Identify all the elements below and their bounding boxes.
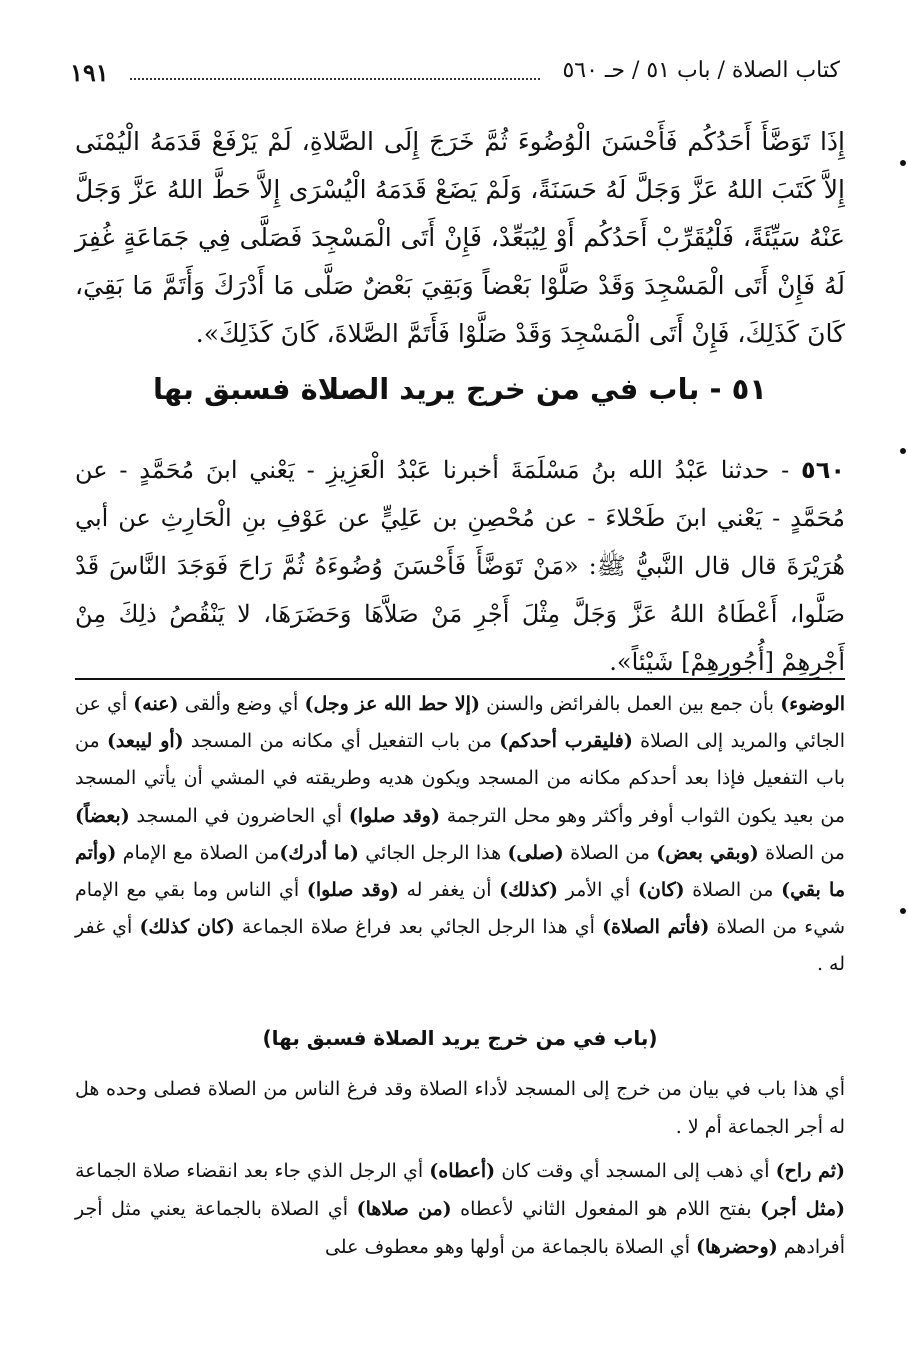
commentary-paragraph-2: أي هذا باب في بيان من خرج إلى المسجد لأداء الصلاة وقد فرغ الناس من الصلاة فصلى وحده هل له أجر الجماعة أم لا . (75, 1078, 845, 1138)
commentary-text: أي الحاضرون في المسجد (129, 804, 349, 827)
footnote-divider (75, 678, 845, 680)
commentary-lemma: (من صلاها) (356, 1198, 452, 1220)
commentary-lemma: (ما أدرك) (279, 841, 359, 864)
chapter-heading: ٥١ - باب في من خرج يريد الصلاة فسبق بها (153, 372, 767, 406)
margin-mark (900, 448, 906, 454)
commentary-text: أي الصلاة بالجماعة من أولها وهو معطوف على (324, 1236, 697, 1258)
commentary-lemma: (وحضرها) (696, 1236, 778, 1258)
page-number: ١٩١ (70, 58, 109, 87)
commentary-text: أي غفر له . (75, 916, 845, 976)
commentary-text: من الصلاة (684, 879, 782, 902)
commentary-lemma: (وقد صلوا) (306, 879, 399, 902)
commentary-lemma: (كان كذلك) (139, 916, 235, 939)
commentary-text: بأن جمع بين العمل بالفرائض والسنن (479, 693, 781, 715)
margin-mark (900, 908, 906, 914)
commentary-chapter-heading: (باب في من خرج يريد الصلاة فسبق بها) (262, 1026, 658, 1050)
hadith-560 (75, 446, 845, 686)
commentary-lemma: (وقد صلوا) (348, 804, 440, 827)
commentary-lemma: (فليقرب أحدكم) (499, 730, 633, 753)
commentary-text: أي الأمر (557, 879, 638, 902)
commentary-text: من باب التفعيل فإذا بعد أحدكم مكانه من المسجد ويكون هديه وطريقته في المشي أن يأتي المسجد من بعيد يكون الثواب أوفر وأكثر وهو محل الترجمة (75, 730, 845, 827)
commentary-lemma: (عنه) (133, 693, 179, 715)
commentary-text: أي وضع وألقى (178, 693, 305, 715)
commentary-lemma: (كان) (637, 879, 685, 902)
commentary-lemma: (مثل أجر) (760, 1198, 845, 1220)
commentary-lemma: (كذلك) (499, 879, 558, 902)
commentary-lemma: (صلى) (507, 841, 564, 864)
commentary-text: أي هذا الرجل الجائي بعد فراغ صلاة الجماعة (234, 916, 603, 939)
commentary-text: من الصلاة مع الإمام (116, 841, 280, 864)
commentary-lemma: (بعضاً) (75, 804, 130, 827)
hadith-continuation: إِذَا تَوَضَّأَ أَحَدُكُم فَأَحْسَنَ الْوُضُوءَ ثُمَّ خَرَجَ إِلَى الصَّلاةِ، لَمْ يَرْفَعْ قَدَمَهُ الْيُمْنَى إِلاَّ كَتَبَ اللهُ عَزَّ وَجَلَّ لَهُ حَسَنَةً، وَلَمْ يَضَعْ قَدَمَهُ الْيُسْرَى إِلاَّ حَطَّ اللهُ عَزَّ وَجَلَّ عَنْهُ سَيِّئَةً، فَلْيُقَرِّبْ أَحَدُكُم أَوْ لِيُبَعِّدْ، فَإِنْ أَتَى الْمَسْجِدَ فَصَلَّى فِي جَمَاعَةٍ غُفِرَ لَهُ فَإِنْ أَتَى الْمَسْجِدَ وَقَدْ صَلَّوْا بَعْضاً وَبَقِيَ بَعْضٌ صَلَّى مَا أَدْرَكَ وَأَتَمَّ مَا بَقِيَ، كَانَ كَذَلِكَ، فَإِنْ أَتَى الْمَسْجِدَ وَقَدْ صَلَّوْا فَأَتَمَّ الصَّلاةَ، كَانَ كَذَلِكَ». (75, 127, 845, 348)
margin-mark (900, 160, 906, 166)
commentary-text: أي عن الجائي والمريد إلى الصلاة (75, 693, 845, 753)
commentary-text: أي ذهب إلى المسجد أي وقت كان (495, 1160, 776, 1182)
commentary-lemma: (فأتم الصلاة) (602, 916, 710, 939)
commentary-text: أي الناس وما بقي مع الإمام شيء من الصلاة (75, 879, 845, 939)
hadith-number: ٥٦٠ (801, 456, 845, 484)
commentary-text: أي الرجل الذي جاء بعد انقضاء صلاة الجماعة (75, 1160, 430, 1182)
commentary-text: أن يغفر له (398, 879, 500, 902)
commentary-lemma: (ثم راح) (775, 1160, 845, 1182)
commentary-text: بفتح اللام هو المفعول الثاني لأعطاه (451, 1198, 761, 1220)
commentary-lemma: (أعطاه) (429, 1160, 496, 1182)
page-header (70, 56, 840, 92)
commentary-text: أي الصلاة بالجماعة يعني مثل أجر أفرادهم (75, 1198, 845, 1258)
commentary-text: من باب التفعيل أي مكانه من المسجد (183, 730, 500, 753)
commentary-text: هذا الرجل الجائي (358, 841, 508, 864)
commentary-paragraph-3 (75, 1152, 845, 1266)
commentary-paragraph-1 (75, 686, 845, 984)
commentary-text: من الصلاة (758, 841, 845, 864)
commentary-lemma: (وأتم ما بقي) (75, 841, 846, 902)
header-dotted-leader (130, 78, 540, 80)
commentary-lemma: (أو ليبعد) (106, 730, 184, 753)
commentary-lemma: الوضوء) (780, 693, 846, 715)
hadith-text: - حدثنا عَبْدُ الله بنُ مَسْلَمَةَ أخبرنا عَبْدُ الْعَزِيزِ - يَعْني ابنَ مُحَمَّدٍ - عن مُحَمَّدٍ - يَعْني ابنَ طَحْلاءَ - عن مُحْصِنِ بن عَلِيٍّ عن عَوْفِ بنِ الْحَارِثِ عن أبي هُرَيْرَةَ قال قال النَّبيُّ ﷺ: «مَنْ تَوَضَّأَ فَأَحْسَنَ وُضُوءَهُ ثُمَّ رَاحَ فَوَجَدَ النَّاسَ قَدْ صَلَّوا، أَعْطَاهُ اللهُ عَزَّ وَجَلَّ مِثْلَ أَجْرِ مَنْ صَلاَّهَا وَحَضَرَهَا، لا يَنْقُصُ ذلِكَ مِنْ أَجْرِهِمْ [أُجُورِهِمْ] شَيْئاً». (75, 456, 845, 676)
running-title: كتاب الصلاة / باب ٥١ / حـ ٥٦٠ (562, 58, 840, 83)
commentary-lemma: (إلا حط الله عز وجل) (304, 693, 480, 715)
commentary-lemma: (وبقي بعض) (656, 841, 759, 864)
commentary-text: من الصلاة (563, 841, 657, 864)
